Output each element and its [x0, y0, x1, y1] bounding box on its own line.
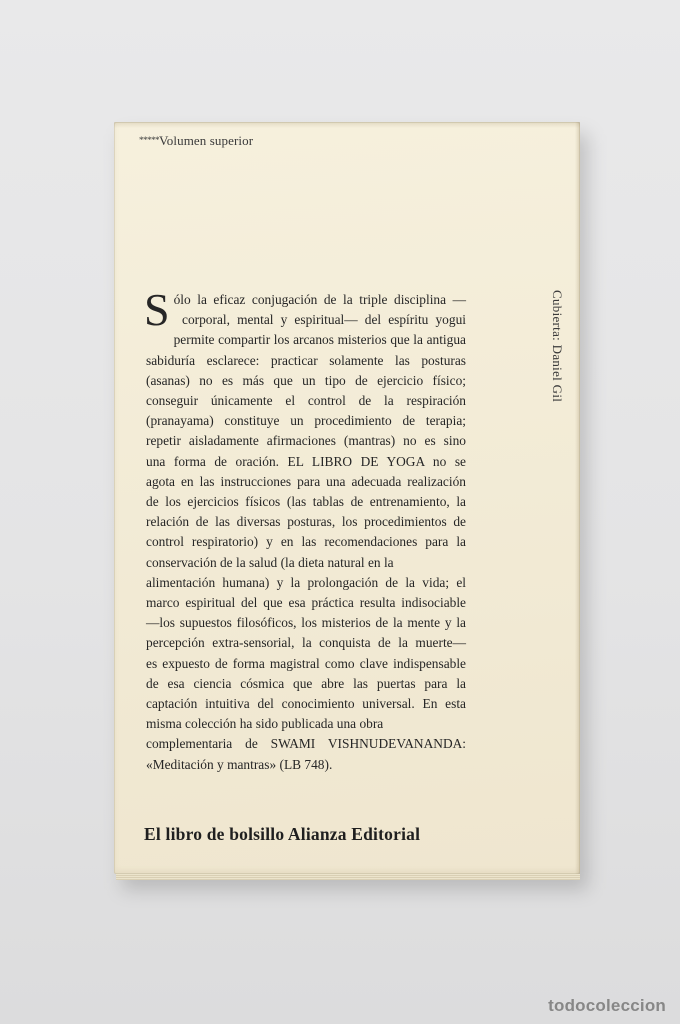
blurb-line: repetir aisladamente afirmaciones (mantras) no es sino	[146, 433, 466, 449]
blurb-line: es expuesto de forma magistral como clave indispensable	[146, 655, 466, 671]
blurb-line: permite compartir los arcanos misterios que la antigua	[173, 332, 466, 348]
book-page-edges	[116, 874, 580, 880]
series-stars: *****	[139, 135, 159, 145]
blurb-line: conservación de la salud (la dieta natural en la	[146, 554, 394, 570]
blurb-line: de los ejercicios físicos (las tablas de entrenamiento, la	[146, 494, 466, 510]
blurb-line: relación de las diversas posturas, los procedimientos de	[146, 514, 466, 530]
dropcap: S	[144, 284, 170, 335]
blurb-text	[144, 284, 466, 775]
blurb-line: control respiratorio) y en las recomendaciones para la	[146, 534, 466, 550]
blurb-line: misma colección ha sido publicada una obra	[146, 716, 384, 732]
blurb-line: «Meditación y mantras» (LB 748).	[146, 756, 333, 772]
blurb-line: percepción extra-sensorial, la conquista de la muerte—	[146, 635, 466, 651]
blurb-line: sabiduría esclarece: practicar solamente las posturas	[146, 352, 466, 368]
blurb-line: marco espiritual del que esa práctica resulta indisociable	[146, 595, 466, 611]
cover-credit: Cubierta: Daniel Gil	[550, 290, 565, 403]
series-label	[139, 133, 253, 149]
blurb-line: (pranayama) constituye un procedimiento de terapia;	[146, 413, 466, 429]
blurb-line: conseguir únicamente el control de la respiración	[146, 393, 466, 409]
blurb-line: corporal, mental y espiritual— del espíritu yogui	[182, 312, 466, 328]
blurb-line: agota en las instrucciones para una adecuada realización	[146, 473, 466, 489]
blurb-line: complementaria de SWAMI VISHNUDEVANANDA:	[146, 736, 466, 752]
watermark: todocoleccion	[548, 996, 666, 1015]
blurb-line: captación intuitiva del conocimiento universal. En esta	[146, 696, 466, 712]
blurb-line: (asanas) no es más que un tipo de ejercicio físico;	[146, 372, 466, 388]
blurb-line: de esa ciencia cósmica que abre las puertas para la	[146, 675, 466, 691]
publisher-imprint: El libro de bolsillo Alianza Editorial	[144, 824, 421, 844]
series-text: Volumen superior	[159, 133, 254, 148]
blurb-line: ólo la eficaz conjugación de la triple disciplina —	[173, 292, 466, 307]
blurb-line: una forma de oración. EL LIBRO DE YOGA no se	[146, 453, 466, 469]
blurb-line: alimentación humana) y la prolongación de la vida; el	[146, 574, 466, 590]
blurb-line: —los supuestos filosóficos, los misterios de la mente y la	[146, 615, 466, 631]
